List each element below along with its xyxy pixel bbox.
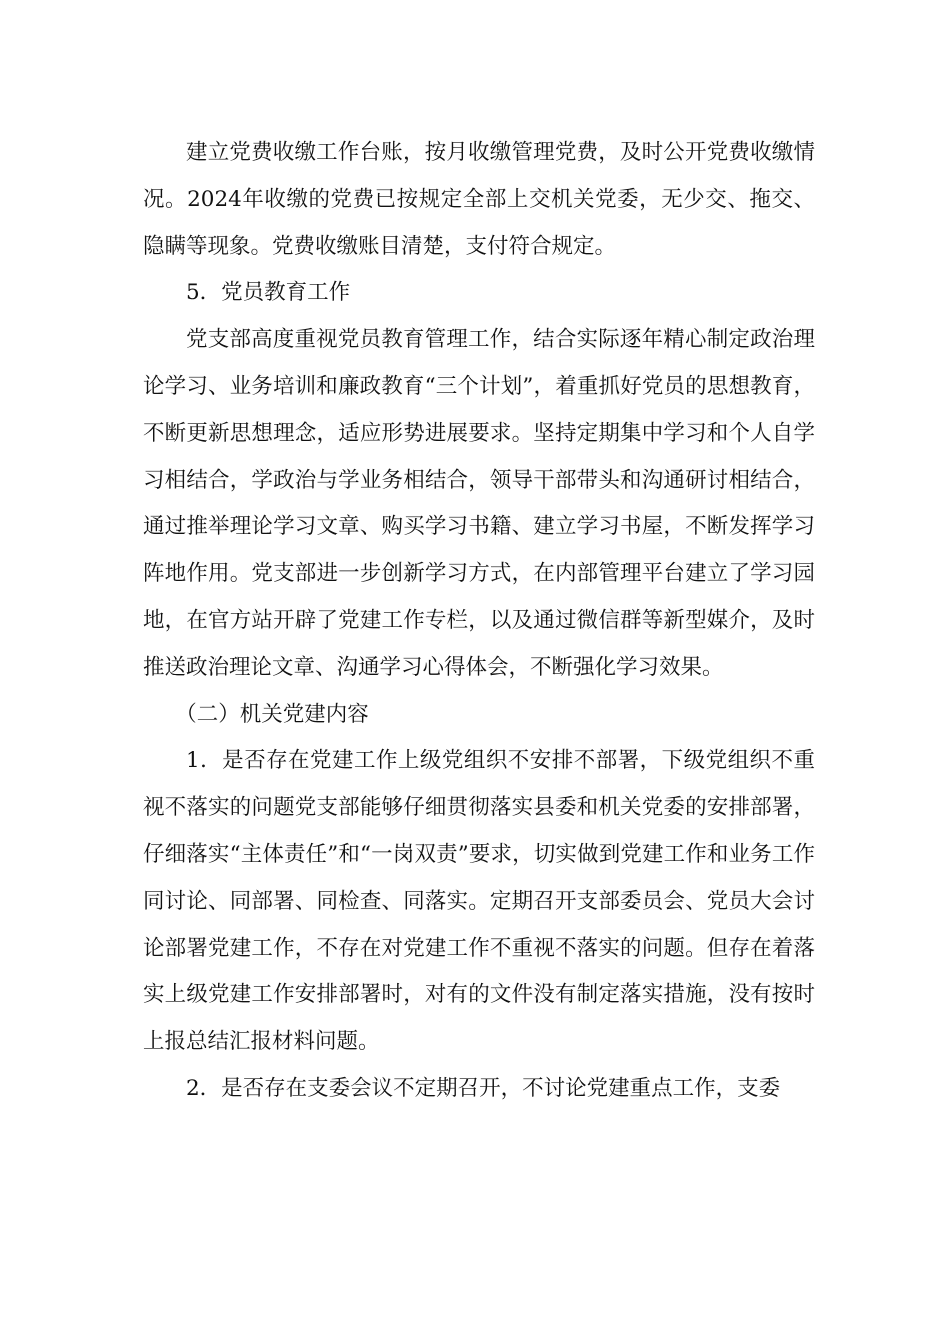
paragraph-item-2: 2．是否存在支委会议不定期召开，不讨论党建重点工作，支委 <box>186 1075 781 1101</box>
paragraph-party-fee: 建立党费收缴工作台账，按月收缴管理党费，及时公开党费收缴情况。2024年收缴的党费已按规定全部上交机关党委，无少交、拖交、隐瞒等现象。党费收缴账目清楚，支付符合规定。 <box>143 140 815 259</box>
heading-organ-party-building: （二）机关党建内容 <box>175 701 369 727</box>
heading-member-education: 5．党员教育工作 <box>186 280 351 306</box>
paragraph-item-1: 1．是否存在党建工作上级党组织不安排不部署，下级党组织不重视不落实的问题党支部能够仔细贯彻落实县委和机关党委的安排部署，仔细落实“主体责任”和“一岗双责”要求，切实做到党建工作和业务工作同讨论、同部署、同检查、同落实。定期召开支部委员会、党员大会讨论部署党建工作，不存在对党建工作不重视不落实的问题。但存在着落实上级党建工作安排部署时，对有的文件没有制定落实措施，没有按时上报总结汇报材料问题。 <box>143 748 815 1055</box>
paragraph-member-education: 党支部高度重视党员教育管理工作，结合实际逐年精心制定政治理论学习、业务培训和廉政教育“三个计划”，着重抓好党员的思想教育，不断更新思想理念，适应形势进展要求。坚持定期集中学习和个人自学习相结合，学政治与学业务相结合，领导干部带头和沟通研讨相结合，通过推举理论学习文章、购买学习书籍、建立学习书屋，不断发挥学习阵地作用。党支部进一步创新学习方式，在内部管理平台建立了学习园地，在官方站开辟了党建工作专栏，以及通过微信群等新型媒介，及时推送政治理论文章、沟通学习心得体会，不断强化学习效果。 <box>143 327 815 680</box>
document-body <box>143 130 815 1113</box>
